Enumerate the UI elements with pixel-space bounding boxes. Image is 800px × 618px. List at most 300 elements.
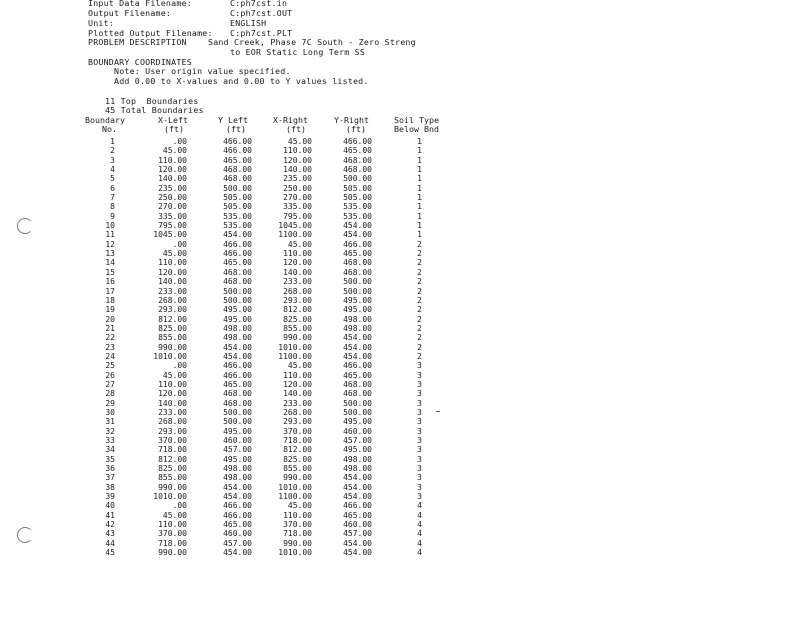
cell-x-left: 110.00 [158,520,187,530]
cell-x-left: 990.00 [158,482,187,492]
boundary-coordinates-title: BOUNDARY COORDINATES [88,57,192,67]
header-y-left-unit: (ft) [226,124,246,134]
cell-y-right: 500.00 [343,277,372,287]
cell-y-right: 454.00 [343,333,372,343]
cell-y-left: 498.00 [223,464,252,474]
cell-y-left: 498.00 [223,473,252,483]
cell-y-right: 466.00 [343,239,372,249]
scan-speck [436,411,440,412]
cell-y-left: 454.00 [223,548,252,558]
plotted-filename-label: Plotted Output Filename: [88,28,213,38]
cell-x-right: 990.00 [283,333,312,343]
cell-soil-type: 3 [417,454,422,464]
cell-boundary-no: 11 [105,230,115,240]
cell-soil-type: 3 [417,426,422,436]
cell-x-left: 990.00 [158,548,187,558]
cell-x-left: 235.00 [158,183,187,193]
cell-boundary-no: 33 [105,436,115,445]
cell-x-right: 110.00 [283,370,312,380]
boundary-note-line1: Note: User origin value specified. [114,66,291,76]
cell-x-left: .00 [172,501,187,511]
cell-soil-type: 2 [417,314,422,324]
cell-y-right: 468.00 [343,379,372,389]
cell-x-right: 140.00 [283,389,312,399]
cell-y-left: 465.00 [223,520,252,530]
cell-x-left: 855.00 [158,473,187,483]
cell-x-right: 990.00 [283,473,312,483]
header-x-left: X-Left [158,115,188,125]
cell-soil-type: 1 [417,230,422,240]
cell-soil-type: 2 [417,267,422,277]
cell-y-right: 498.00 [343,464,372,474]
problem-description-line1: Sand Creek, Phase 7C South - Zero Streng [208,37,416,47]
cell-x-right: 293.00 [283,295,312,305]
cell-y-right: 466.00 [343,501,372,511]
cell-y-left: 495.00 [223,426,252,436]
cell-boundary-no: 3 [110,155,115,165]
cell-soil-type: 1 [417,174,422,184]
cell-x-right: 370.00 [283,520,312,530]
cell-y-left: 466.00 [223,146,252,156]
cell-x-right: 1045.00 [278,221,312,231]
cell-y-left: 500.00 [223,407,252,417]
cell-y-left: 466.00 [223,501,252,511]
problem-description-label: PROBLEM DESCRIPTION [88,37,187,47]
cell-y-left: 468.00 [223,398,252,408]
cell-y-right: 498.00 [343,314,372,324]
cell-boundary-no: 41 [105,510,115,520]
cell-x-right: 1100.00 [278,230,312,240]
cell-y-left: 468.00 [223,389,252,399]
binder-hole-mark [17,218,33,234]
cell-x-right: 268.00 [283,286,312,296]
cell-y-left: 498.00 [223,323,252,333]
cell-soil-type: 2 [417,305,422,315]
cell-x-left: 268.00 [158,295,187,305]
cell-x-left: 825.00 [158,464,187,474]
cell-x-right: 812.00 [283,305,312,315]
cell-boundary-no: 25 [105,361,115,371]
cell-y-right: 535.00 [343,211,372,221]
cell-y-left: 454.00 [223,342,252,352]
cell-boundary-no: 5 [110,174,115,184]
cell-y-right: 454.00 [343,230,372,240]
cell-soil-type: 3 [417,464,422,474]
cell-soil-type: 4 [417,510,422,520]
cell-soil-type: 4 [417,520,422,530]
cell-y-left: 535.00 [223,211,252,221]
cell-x-left: 45.00 [162,249,187,259]
cell-y-right: 454.00 [343,473,372,483]
cell-boundary-no: 7 [110,193,115,203]
cell-soil-type: 4 [417,529,422,539]
input-filename-value: C:ph7cst.in [230,0,288,8]
cell-x-right: 718.00 [283,436,312,445]
cell-boundary-no: 29 [105,398,115,408]
cell-x-right: 140.00 [283,165,312,175]
cell-y-right: 495.00 [343,445,372,455]
cell-y-right: 500.00 [343,174,372,184]
cell-x-right: 990.00 [283,538,312,548]
cell-x-left: 45.00 [162,510,187,520]
cell-x-right: 233.00 [283,277,312,287]
cell-x-right: 270.00 [283,193,312,203]
cell-y-right: 465.00 [343,146,372,156]
cell-y-right: 495.00 [343,417,372,427]
cell-x-left: 140.00 [158,174,187,184]
problem-description-line2: to EOR Static Long Term SS [230,47,366,57]
cell-soil-type: 3 [417,389,422,399]
cell-y-right: 498.00 [343,323,372,333]
cell-x-right: 825.00 [283,454,312,464]
binder-hole-mark [17,527,33,543]
cell-y-right: 500.00 [343,398,372,408]
cell-y-left: 505.00 [223,193,252,203]
cell-x-right: 45.00 [287,361,312,371]
cell-soil-type: 4 [417,548,422,558]
cell-x-left: 140.00 [158,277,187,287]
cell-y-right: 495.00 [343,295,372,305]
cell-x-left: 110.00 [158,379,187,389]
cell-soil-type: 3 [417,436,422,445]
cell-x-left: .00 [172,137,187,146]
cell-y-right: 468.00 [343,165,372,175]
cell-x-left: 718.00 [158,445,187,455]
cell-x-left: 110.00 [158,155,187,165]
cell-y-right: 466.00 [343,137,372,146]
cell-soil-type: 1 [417,155,422,165]
cell-x-left: 270.00 [158,202,187,212]
cell-x-left: 1010.00 [153,351,187,361]
header-y-left: Y Left [218,115,248,125]
cell-soil-type: 2 [417,286,422,296]
cell-x-left: 250.00 [158,193,187,203]
cell-soil-type: 3 [417,482,422,492]
cell-soil-type: 3 [417,398,422,408]
cell-x-right: 1010.00 [278,548,312,558]
cell-boundary-no: 4 [110,165,115,175]
cell-soil-type: 3 [417,492,422,502]
top-boundaries-count: 11 Top Boundaries [105,96,199,106]
cell-y-left: 500.00 [223,295,252,305]
cell-x-left: 120.00 [158,389,187,399]
cell-soil-type: 1 [417,202,422,212]
cell-soil-type: 1 [417,137,422,146]
cell-y-right: 495.00 [343,305,372,315]
cell-x-left: 45.00 [162,146,187,156]
boundary-note-line2: Add 0.00 to X-values and 0.00 to Y values listed. [114,76,369,86]
cell-y-left: 454.00 [223,230,252,240]
cell-soil-type: 3 [417,445,422,455]
cell-boundary-no: 1 [110,137,115,146]
cell-boundary-no: 24 [105,351,115,361]
cell-y-left: 468.00 [223,174,252,184]
cell-y-right: 460.00 [343,426,372,436]
cell-y-right: 466.00 [343,361,372,371]
cell-x-right: 45.00 [287,137,312,146]
cell-boundary-no: 16 [105,277,115,287]
cell-x-left: 812.00 [158,314,187,324]
cell-boundary-no: 37 [105,473,115,483]
cell-x-left: 335.00 [158,211,187,221]
cell-y-right: 454.00 [343,342,372,352]
cell-boundary-no: 31 [105,417,115,427]
cell-x-left: 990.00 [158,342,187,352]
cell-boundary-no: 6 [110,183,115,193]
cell-soil-type: 4 [417,538,422,548]
cell-soil-type: 2 [417,258,422,268]
cell-x-right: 1010.00 [278,482,312,492]
cell-x-left: 293.00 [158,305,187,315]
cell-x-right: 855.00 [283,323,312,333]
cell-y-right: 468.00 [343,155,372,165]
cell-y-left: 505.00 [223,202,252,212]
cell-y-right: 505.00 [343,193,372,203]
output-filename-value: C:ph7cst.OUT [230,8,293,18]
cell-y-right: 465.00 [343,370,372,380]
cell-boundary-no: 39 [105,492,115,502]
cell-soil-type: 2 [417,249,422,259]
cell-boundary-no: 42 [105,520,115,530]
cell-soil-type: 3 [417,417,422,427]
cell-y-right: 535.00 [343,202,372,212]
cell-y-left: 460.00 [223,529,252,539]
cell-y-left: 466.00 [223,249,252,259]
cell-soil-type: 3 [417,379,422,389]
cell-x-right: 855.00 [283,464,312,474]
cell-soil-type: 1 [417,146,422,156]
cell-x-right: 235.00 [283,174,312,184]
header-soil-type: Soil Type [394,115,439,125]
cell-soil-type: 3 [417,361,422,371]
cell-soil-type: 2 [417,351,422,361]
cell-y-left: 466.00 [223,239,252,249]
cell-y-right: 500.00 [343,407,372,417]
cell-y-left: 535.00 [223,221,252,231]
cell-x-right: 233.00 [283,398,312,408]
cell-soil-type: 2 [417,323,422,333]
cell-x-right: 1100.00 [278,492,312,502]
cell-boundary-no: 20 [105,314,115,324]
cell-x-left: 293.00 [158,426,187,436]
cell-boundary-no: 17 [105,286,115,296]
cell-soil-type: 2 [417,239,422,249]
cell-x-left: 140.00 [158,398,187,408]
cell-x-left: 110.00 [158,258,187,268]
cell-x-right: 812.00 [283,445,312,455]
cell-boundary-no: 30 [105,407,115,417]
cell-boundary-no: 15 [105,267,115,277]
cell-x-right: 120.00 [283,379,312,389]
cell-boundary-no: 21 [105,323,115,333]
cell-y-left: 457.00 [223,538,252,548]
cell-y-right: 454.00 [343,221,372,231]
cell-y-left: 495.00 [223,314,252,324]
cell-soil-type: 2 [417,333,422,343]
cell-boundary-no: 2 [110,146,115,156]
cell-y-left: 465.00 [223,155,252,165]
cell-x-right: 110.00 [283,146,312,156]
cell-x-left: 825.00 [158,323,187,333]
cell-y-left: 465.00 [223,258,252,268]
cell-x-right: 120.00 [283,258,312,268]
cell-boundary-no: 27 [105,379,115,389]
cell-boundary-no: 9 [110,211,115,221]
cell-x-left: 370.00 [158,529,187,539]
cell-soil-type: 3 [417,473,422,483]
cell-boundary-no: 38 [105,482,115,492]
cell-y-right: 454.00 [343,538,372,548]
cell-x-right: 825.00 [283,314,312,324]
cell-x-right: 250.00 [283,183,312,193]
cell-x-right: 45.00 [287,501,312,511]
cell-soil-type: 2 [417,277,422,287]
cell-boundary-no: 40 [105,501,115,511]
cell-x-left: 233.00 [158,286,187,296]
cell-x-left: 855.00 [158,333,187,343]
cell-soil-type: 3 [417,370,422,380]
cell-x-right: 293.00 [283,417,312,427]
header-soil-type-sub: Below Bnd [394,124,439,134]
cell-y-left: 466.00 [223,361,252,371]
cell-boundary-no: 10 [105,221,115,231]
cell-y-right: 465.00 [343,249,372,259]
cell-x-left: 120.00 [158,267,187,277]
cell-y-left: 495.00 [223,454,252,464]
cell-x-right: 45.00 [287,239,312,249]
cell-x-left: 370.00 [158,436,187,445]
header-x-right-unit: (ft) [286,124,306,134]
cell-soil-type: 1 [417,165,422,175]
cell-y-right: 454.00 [343,548,372,558]
cell-boundary-no: 43 [105,529,115,539]
cell-y-left: 466.00 [223,137,252,146]
input-filename-label: Input Data Filename: [88,0,192,8]
cell-boundary-no: 32 [105,426,115,436]
cell-x-left: 45.00 [162,370,187,380]
cell-soil-type: 2 [417,295,422,305]
cell-soil-type: 2 [417,342,422,352]
cell-x-right: 120.00 [283,155,312,165]
cell-boundary-no: 14 [105,258,115,268]
cell-y-left: 454.00 [223,351,252,361]
cell-soil-type: 3 [417,407,422,417]
header-y-right: Y-Right [334,115,369,125]
cell-boundary-no: 13 [105,249,115,259]
output-filename-label: Output Filename: [88,8,172,18]
header-boundary-unit: No. [102,124,117,134]
unit-label: Unit: [88,18,114,28]
cell-x-right: 795.00 [283,211,312,221]
cell-y-left: 500.00 [223,183,252,193]
cell-soil-type: 1 [417,211,422,221]
cell-boundary-no: 26 [105,370,115,380]
total-boundaries-count: 45 Total Boundaries [105,105,204,115]
cell-x-right: 1100.00 [278,351,312,361]
cell-x-left: 233.00 [158,407,187,417]
cell-y-right: 468.00 [343,258,372,268]
cell-y-left: 454.00 [223,492,252,502]
cell-y-right: 460.00 [343,520,372,530]
cell-boundary-no: 12 [105,239,115,249]
cell-boundary-no: 18 [105,295,115,305]
cell-y-left: 500.00 [223,417,252,427]
cell-x-right: 370.00 [283,426,312,436]
cell-x-left: 795.00 [158,221,187,231]
cell-y-left: 466.00 [223,510,252,520]
cell-y-left: 468.00 [223,267,252,277]
cell-x-right: 268.00 [283,407,312,417]
cell-x-right: 110.00 [283,510,312,520]
cell-y-right: 468.00 [343,389,372,399]
cell-soil-type: 4 [417,501,422,511]
cell-soil-type: 1 [417,183,422,193]
unit-value: ENGLISH [230,18,267,28]
cell-x-left: 718.00 [158,538,187,548]
cell-x-right: 140.00 [283,267,312,277]
cell-boundary-no: 23 [105,342,115,352]
cell-boundary-no: 36 [105,464,115,474]
cell-y-right: 468.00 [343,267,372,277]
cell-y-right: 498.00 [343,454,372,464]
cell-boundary-no: 35 [105,454,115,464]
cell-boundary-no: 34 [105,445,115,455]
cell-soil-type: 1 [417,193,422,203]
cell-y-right: 457.00 [343,436,372,445]
cell-boundary-no: 22 [105,333,115,343]
cell-boundary-no: 19 [105,305,115,315]
cell-y-left: 468.00 [223,165,252,175]
cell-y-left: 498.00 [223,333,252,343]
header-boundary: Boundary [85,115,125,125]
cell-y-right: 454.00 [343,482,372,492]
cell-y-left: 460.00 [223,436,252,445]
cell-y-right: 500.00 [343,286,372,296]
cell-boundary-no: 8 [110,202,115,212]
cell-y-left: 466.00 [223,370,252,380]
cell-x-left: 268.00 [158,417,187,427]
cell-boundary-no: 44 [105,538,115,548]
header-y-right-unit: (ft) [346,124,366,134]
cell-y-right: 454.00 [343,351,372,361]
cell-y-left: 465.00 [223,379,252,389]
cell-y-left: 500.00 [223,286,252,296]
cell-x-left: 812.00 [158,454,187,464]
cell-x-right: 1010.00 [278,342,312,352]
cell-soil-type: 1 [417,221,422,231]
cell-x-right: 335.00 [283,202,312,212]
cell-x-left: 1010.00 [153,492,187,502]
cell-x-left: 1045.00 [153,230,187,240]
cell-y-left: 495.00 [223,305,252,315]
cell-y-right: 465.00 [343,510,372,520]
cell-y-right: 505.00 [343,183,372,193]
cell-boundary-no: 45 [105,548,115,558]
header-x-left-unit: (ft) [164,124,184,134]
cell-y-right: 457.00 [343,529,372,539]
cell-x-left: 120.00 [158,165,187,175]
cell-y-left: 454.00 [223,482,252,492]
cell-boundary-no: 28 [105,389,115,399]
cell-x-left: .00 [172,361,187,371]
header-x-right: X-Right [273,115,308,125]
cell-x-right: 718.00 [283,529,312,539]
cell-y-left: 468.00 [223,277,252,287]
cell-x-right: 110.00 [283,249,312,259]
cell-y-left: 457.00 [223,445,252,455]
cell-y-right: 454.00 [343,492,372,502]
cell-x-left: .00 [172,239,187,249]
